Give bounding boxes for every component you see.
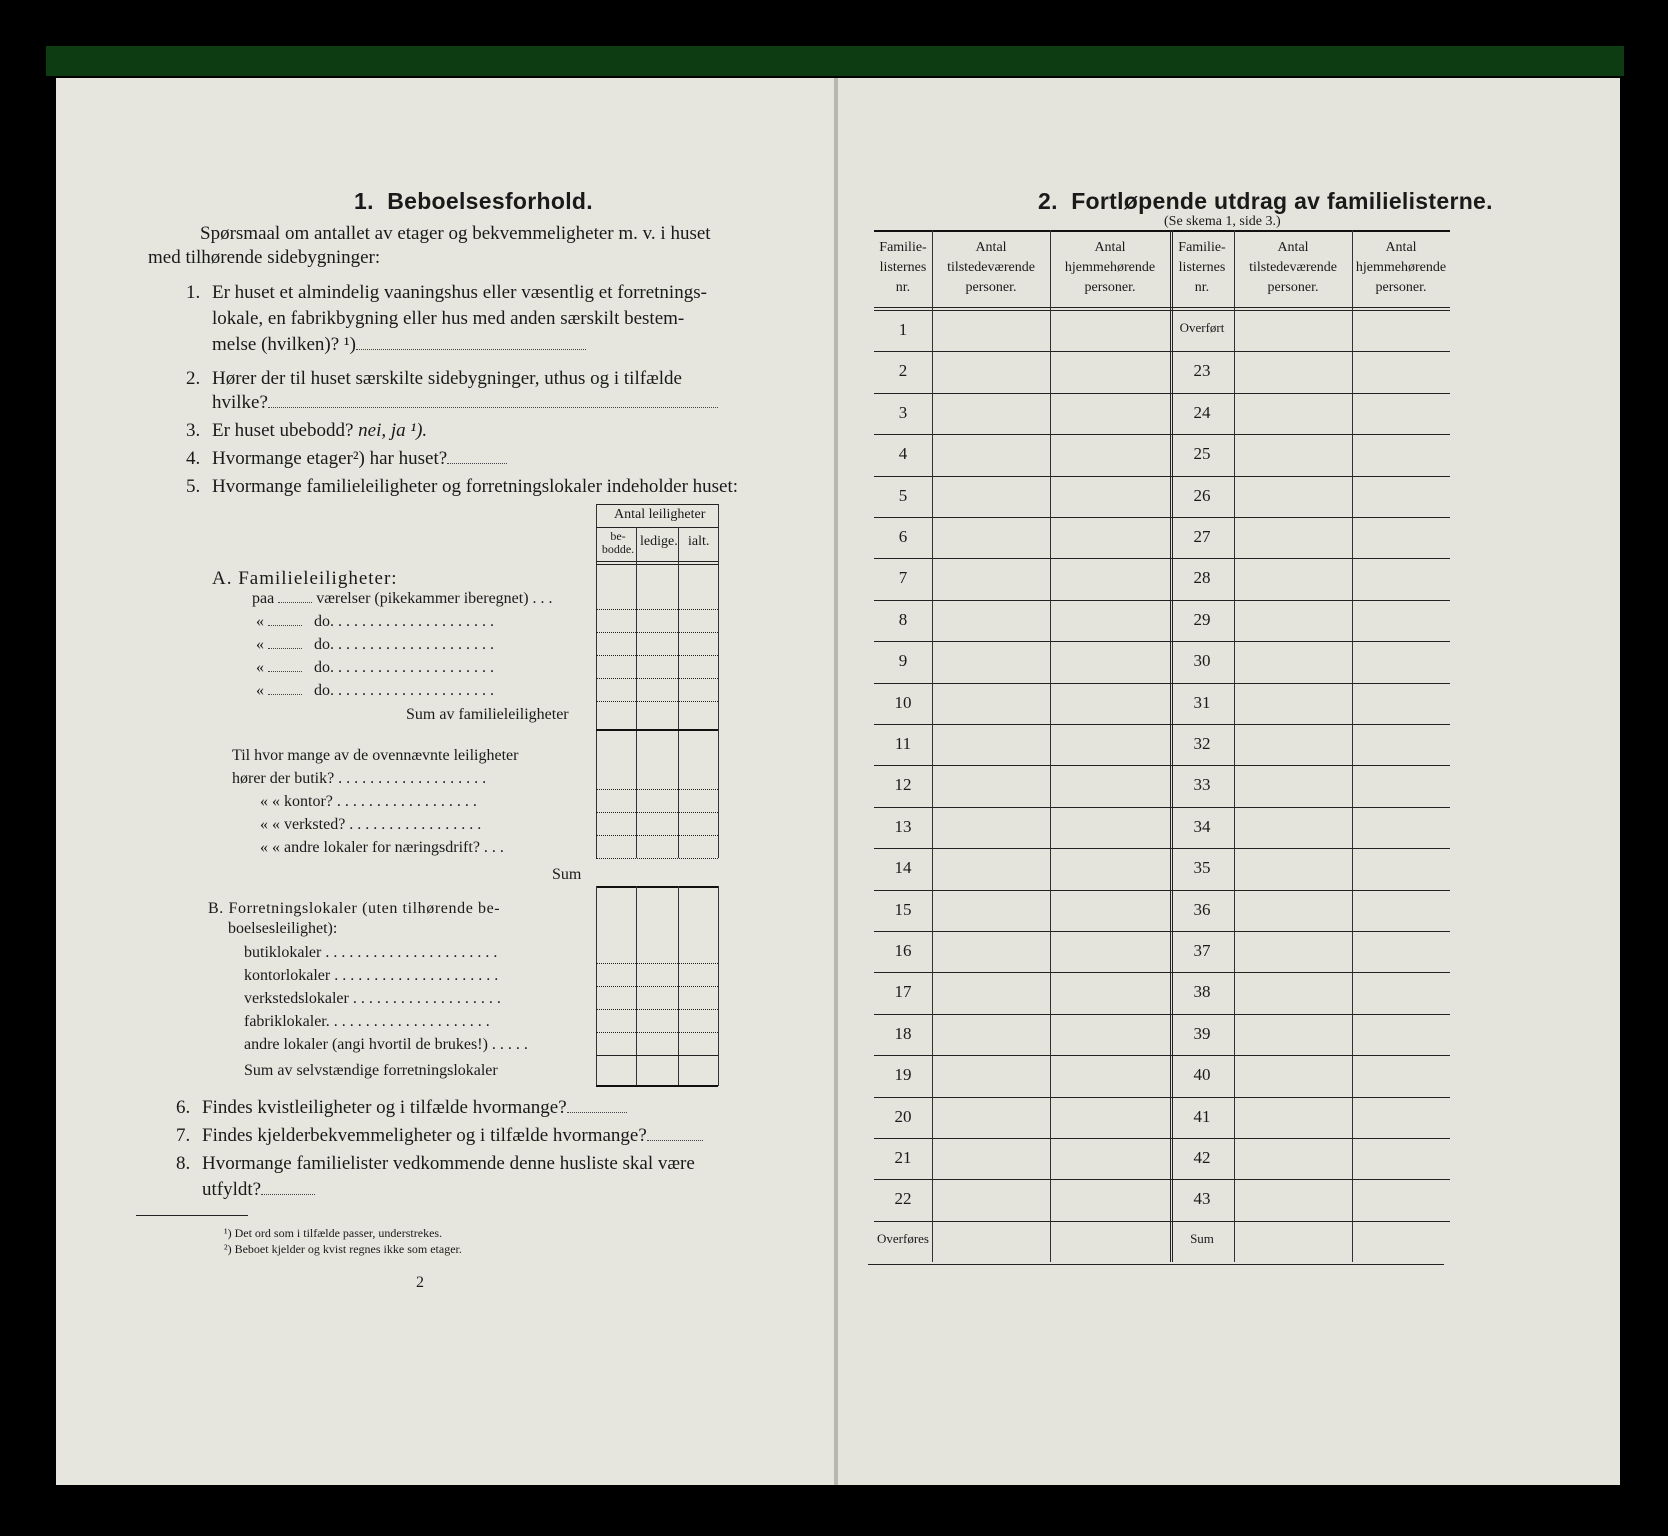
column-divider — [1234, 230, 1235, 1262]
list-number: 37 — [1193, 941, 1211, 960]
row-rule — [874, 1014, 1450, 1015]
q4-number: 4. — [186, 448, 201, 469]
row-rule — [874, 890, 1450, 891]
row-rule — [874, 1221, 1450, 1222]
q5-number: 5. — [186, 476, 201, 497]
list-number: 32 — [1193, 734, 1211, 753]
row-rule — [874, 972, 1450, 973]
column-divider — [932, 230, 933, 1262]
row-rule — [874, 393, 1450, 394]
antal-leiligheter-header: Antal leiligheter — [614, 507, 706, 522]
list-number: 35 — [1193, 858, 1211, 878]
column-header: Antal tilstedeværende personer. — [947, 240, 1035, 295]
footnote-2: ²) Beboet kjelder og kvist regnes ikke som etager. — [224, 1242, 462, 1256]
list-number: 5 — [898, 485, 908, 505]
right-page — [838, 78, 1620, 1485]
list-number: 10 — [894, 692, 912, 712]
b-sum-label: Sum av selvstændige forretningslokaler — [244, 1062, 498, 1079]
list-number: 19 — [894, 1065, 912, 1085]
left-page — [56, 78, 836, 1485]
table-bottom-rule — [868, 1264, 1444, 1265]
q2-text: Hører der til huset særskilte sidebygninger, uthus og i tilfælde — [212, 368, 682, 389]
row-rule — [874, 476, 1450, 477]
q6-text: Findes kvistleiligheter og i tilfælde hvormange? — [202, 1097, 627, 1119]
row-rule — [874, 848, 1450, 849]
q2-text-2: hvilke? — [212, 392, 718, 414]
a-row-4: « do. . . . . . . . . . . . . . . . . . . . . — [256, 659, 494, 676]
q5-text: Hvormange familieleiligheter og forretningslokaler indeholder huset: — [212, 476, 739, 497]
row-rule — [874, 434, 1450, 435]
section-b-title: B. Forretningslokaler (uten tilhørende be- — [208, 900, 501, 917]
q6-number: 6. — [176, 1097, 191, 1118]
column-header: Familie- listernes nr. — [1178, 240, 1226, 295]
til-row-andre: « « andre lokaler for næringsdrift? . . . — [260, 839, 504, 856]
col-bebodde: be- bodde. — [601, 529, 635, 556]
b-row-butik: butiklokaler . . . . . . . . . . . . . . . . . . . . . . — [244, 944, 498, 961]
list-number: 24 — [1193, 402, 1211, 422]
section-2-heading: 2. Fortløpende utdrag av familielisterne. — [1038, 188, 1493, 214]
list-number: 36 — [1193, 899, 1211, 919]
list-number: 29 — [1193, 609, 1211, 629]
a-row-3: « do. . . . . . . . . . . . . . . . . . . . . — [256, 636, 494, 653]
row-rule — [874, 1138, 1450, 1139]
page-number: 2 — [416, 1274, 424, 1291]
list-number: 26 — [1193, 485, 1211, 505]
list-number: 25 — [1193, 444, 1211, 464]
section-2-subtitle: (Se skema 1, side 3.) — [1164, 214, 1281, 229]
section-a-title: A. Familieleiligheter: — [212, 568, 398, 589]
list-number: 31 — [1193, 692, 1211, 712]
q3-number: 3. — [186, 420, 201, 441]
column-header: Antal tilstedeværende personer. — [1249, 240, 1337, 295]
row-rule — [874, 600, 1450, 601]
q1-text-2: lokale, en fabrikbygning eller hus med anden særskilt bestem- — [212, 308, 685, 329]
list-number: 39 — [1193, 1023, 1211, 1043]
q1-text: Er huset et almindelig vaaningshus eller væsentlig et forretnings- — [212, 282, 707, 303]
list-number: 43 — [1193, 1189, 1211, 1209]
b-row-andre: andre lokaler (angi hvortil de brukes!) . . . . . — [244, 1036, 528, 1053]
row-rule — [874, 931, 1450, 932]
til-line-1: Til hvor mange av de ovennævnte leiligheter — [232, 747, 519, 764]
list-number: 2 — [898, 361, 908, 381]
row-rule — [874, 683, 1450, 684]
b-row-verksted: verkstedslokaler . . . . . . . . . . . . . . . . . . . — [244, 990, 501, 1007]
a-row-2: « do. . . . . . . . . . . . . . . . . . . . . — [256, 613, 494, 630]
row-rule — [874, 724, 1450, 725]
row-rule — [874, 517, 1450, 518]
q1-number: 1. — [186, 282, 201, 303]
row-rule — [874, 807, 1450, 808]
column-divider — [1050, 230, 1051, 1262]
q4-text: Hvormange etager²) har huset? — [212, 448, 507, 470]
list-number: 28 — [1193, 568, 1211, 588]
binding-strip — [46, 46, 1624, 76]
list-number: 4 — [898, 444, 908, 464]
row-rule — [874, 1179, 1450, 1180]
q8-number: 8. — [176, 1153, 191, 1174]
til-row-verksted: « « verksted? . . . . . . . . . . . . . . . . . — [260, 816, 482, 833]
a-sum-label: Sum av familieleiligheter — [406, 706, 569, 723]
header-rule — [874, 307, 1450, 308]
list-number: 23 — [1193, 361, 1211, 381]
list-number: 41 — [1193, 1106, 1211, 1126]
list-number: 3 — [898, 402, 908, 422]
column-header: Antal hjemmehørende personer. — [1064, 240, 1156, 295]
list-number: 6 — [898, 527, 908, 546]
col-ledige: ledige. — [640, 534, 678, 549]
a-row-5: « do. . . . . . . . . . . . . . . . . . . . . — [256, 682, 494, 699]
row-rule — [874, 1055, 1450, 1056]
list-number: 14 — [894, 858, 912, 878]
til-row-kontor: « « kontor? . . . . . . . . . . . . . . . . . . — [260, 793, 477, 810]
b-row-fabrik: fabriklokaler. . . . . . . . . . . . . . . . . . . . . — [244, 1013, 490, 1030]
q7-number: 7. — [176, 1125, 191, 1146]
list-number: 33 — [1193, 775, 1211, 795]
column-header: Familie- listernes nr. — [879, 240, 927, 295]
list-number: 21 — [894, 1148, 912, 1167]
section-1-heading: 1. Beboelsesforhold. — [354, 188, 593, 214]
a-row-1: paa værelser (pikekammer iberegnet) . . . — [252, 590, 553, 607]
q3-text: Er huset ubebodd? nei, ja ¹). — [212, 420, 428, 441]
list-number: 38 — [1193, 982, 1211, 1002]
til-sum-label: Sum — [552, 866, 582, 883]
list-number: 34 — [1193, 816, 1211, 836]
q7-text: Findes kjelderbekvemmeligheter og i tilfælde hvormange? — [202, 1125, 703, 1147]
section-b-title-2: boelsesleilighet): — [228, 920, 338, 937]
list-number: 16 — [894, 941, 912, 960]
row-rule — [874, 351, 1450, 352]
list-number: 12 — [894, 775, 912, 795]
row-rule — [874, 558, 1450, 559]
intro-line-1: Spørsmaal om antallet av etager og bekvemmeligheter m. v. i huset — [200, 223, 711, 244]
list-number: 20 — [894, 1106, 912, 1126]
list-number: 40 — [1193, 1065, 1211, 1085]
intro-line-2: med tilhørende sidebygninger: — [148, 247, 381, 268]
col-ialt: ialt. — [688, 534, 710, 549]
q8-text: Hvormange familielister vedkommende denne husliste skal være — [202, 1153, 695, 1174]
list-number: Overføres — [877, 1230, 929, 1246]
column-header: Antal hjemmehørende personer. — [1355, 240, 1447, 295]
til-row-butik: hører der butik? . . . . . . . . . . . . . . . . . . . — [232, 770, 487, 787]
list-number: 9 — [898, 651, 908, 671]
row-rule — [874, 1097, 1450, 1098]
footnote-1: ¹) Det ord som i tilfælde passer, understrekes. — [224, 1226, 443, 1240]
list-number: 11 — [894, 734, 912, 753]
list-number: 18 — [894, 1023, 912, 1043]
row-rule — [874, 765, 1450, 766]
table-top-rule — [874, 230, 1450, 232]
list-number: 7 — [898, 568, 908, 588]
list-number: 17 — [894, 982, 912, 1002]
list-number: 8 — [898, 609, 908, 629]
list-number: Sum — [1190, 1230, 1214, 1246]
list-number: 13 — [894, 816, 912, 836]
header-rule — [874, 310, 1450, 311]
list-number: 15 — [894, 899, 912, 919]
list-number: 42 — [1193, 1148, 1211, 1167]
list-number: 22 — [894, 1189, 912, 1209]
list-number: 1 — [898, 320, 908, 339]
q2-number: 2. — [186, 368, 201, 389]
b-row-kontor: kontorlokaler . . . . . . . . . . . . . . . . . . . . . — [244, 967, 499, 984]
list-number: 30 — [1193, 651, 1211, 671]
q8-text-2: utfyldt? — [202, 1179, 315, 1201]
row-rule — [874, 641, 1450, 642]
q1-text-3: melse (hvilken)? ¹) — [212, 334, 586, 356]
list-number: 27 — [1193, 527, 1211, 546]
column-divider — [1352, 230, 1353, 1262]
list-number: Overført — [1179, 320, 1225, 335]
